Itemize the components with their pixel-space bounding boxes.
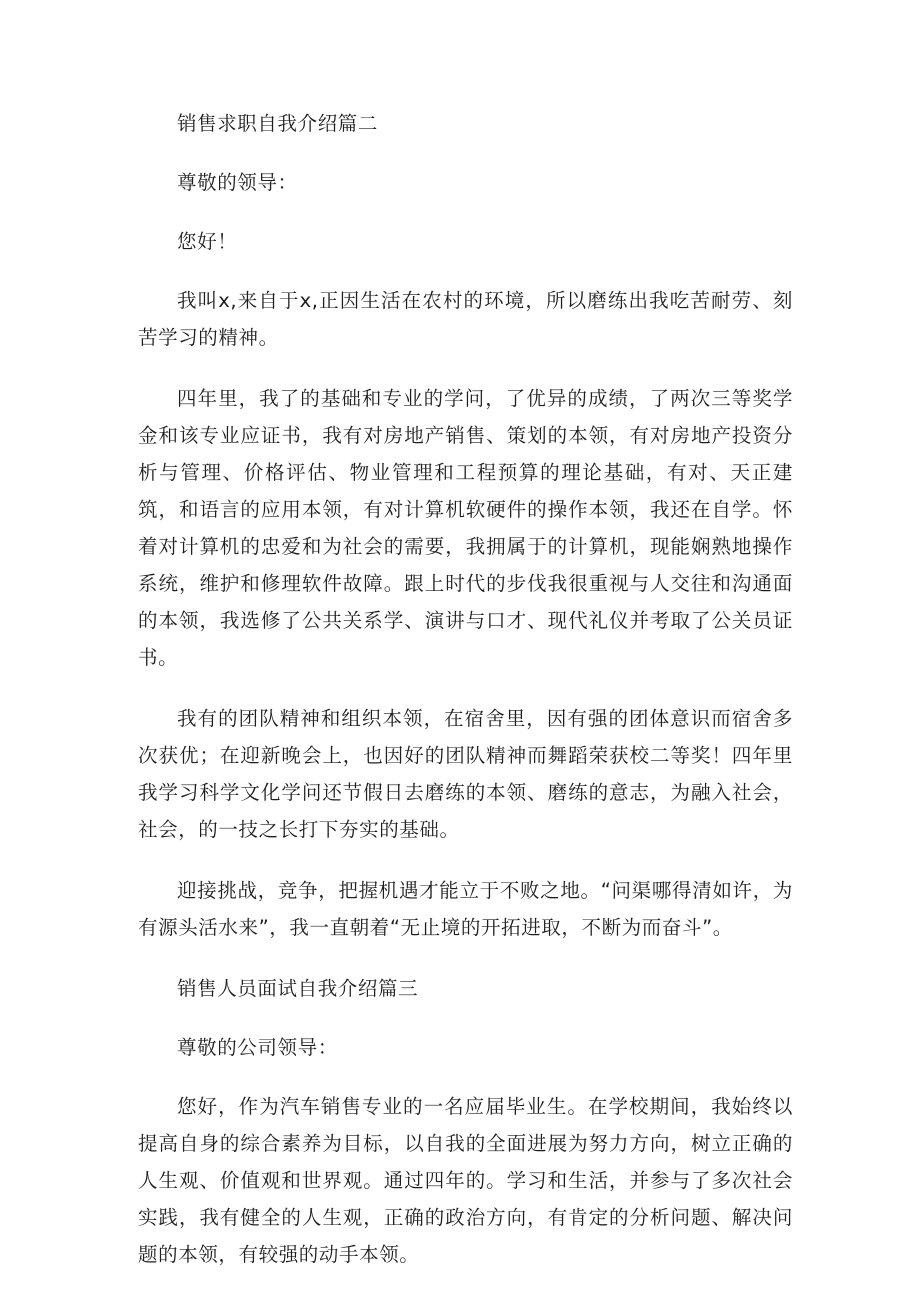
salutation: 尊敬的领导： [177, 171, 298, 194]
paragraph-intro: 我叫x,来自于x,正因生活在农村的环境，所以磨练出我吃苦耐劳、刻苦学习的精神。 [138, 289, 793, 349]
document-body [138, 105, 793, 1297]
section-title-3: 销售人员面试自我介绍篇三 [177, 977, 419, 1000]
paragraph-teamwork: 我有的团队精神和组织本领，在宿舍里，因有强的团体意识而宿舍多次获优；在迎新晚会上，也因好的团队精神而舞蹈荣获校二等奖！四年里我学习科学文化学问还节假日去磨练的本领、磨练的意志，为融入社会，社会，的一技之长打下夯实的基础。 [138, 707, 793, 841]
paragraph-graduate: 您好，作为汽车销售专业的一名应届毕业生。在学校期间，我始终以提高自身的综合素养为目标，以自我的全面进展为努力方向，树立正确的人生观、价值观和世界观。通过四年的。学习和生活，并参与了多次社会实践，我有健全的人生观，正确的政治方向，有肯定的分析问题、解决问题的本领，有较强的动手本领。 [138, 1095, 793, 1266]
paragraph-skills: 四年里，我了的基础和专业的学问，了优异的成绩，了两次三等奖学金和该专业应证书，我有对房地产销售、策划的本领，有对房地产投资分析与管理、价格评估、物业管理和工程预算的理论基础，有对、天正建筑，和语言的应用本领，有对计算机软硬件的操作本领，我还在自学。怀着对计算机的忠爱和为社会的需要，我拥属于的计算机，现能娴熟地操作系统，维护和修理软件故障。跟上时代的步伐我很重视与人交往和沟通面的本领，我选修了公共关系学、演讲与口才、现代礼仪并考取了公关员证书。 [138, 387, 793, 669]
salutation-company: 尊敬的公司领导： [177, 1036, 338, 1059]
paragraph-challenge: 迎接挑战，竞争，把握机遇才能立于不败之地。“问渠哪得清如许，为有源头活水来”，我一直朝着“无止境的开拓进取，不断为而奋斗”。 [138, 879, 793, 939]
section-title-2: 销售求职自我介绍篇二 [177, 112, 379, 135]
greeting: 您好！ [177, 230, 238, 253]
